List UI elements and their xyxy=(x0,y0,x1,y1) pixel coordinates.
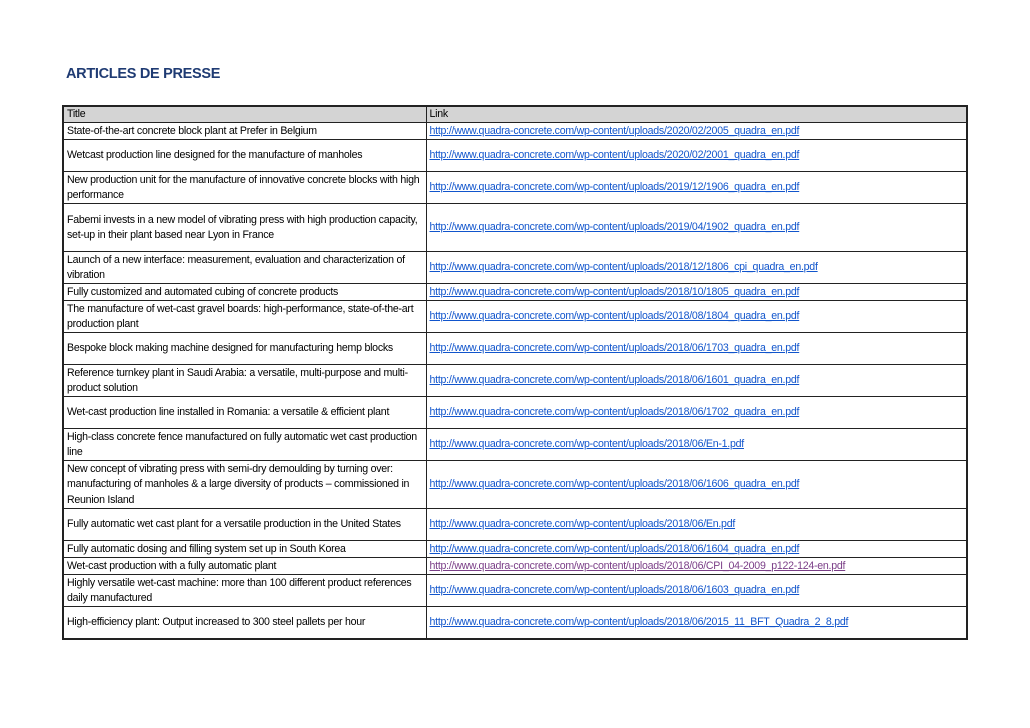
article-link[interactable]: http://www.quadra-concrete.com/wp-content/uploads/2018/06/En-1.pdf xyxy=(429,438,744,451)
article-link[interactable]: http://www.quadra-concrete.com/wp-content/uploads/2018/06/1703_quadra_en.pdf xyxy=(429,342,800,355)
article-title: New production unit for the manufacture of innovative concrete blocks with high performance xyxy=(63,172,426,204)
article-link[interactable]: http://www.quadra-concrete.com/wp-content/uploads/2018/06/1606_quadra_en.pdf xyxy=(429,478,800,491)
article-title: Wet-cast production line installed in Romania: a versatile & efficient plant xyxy=(63,397,426,429)
table-row xyxy=(63,509,967,541)
table-row xyxy=(63,397,967,429)
table-row xyxy=(63,365,967,397)
table-row xyxy=(63,301,967,333)
article-title: Wet-cast production with a fully automatic plant xyxy=(63,558,426,575)
table-header-row xyxy=(63,106,967,123)
table-row xyxy=(63,204,967,252)
article-title: High-class concrete fence manufactured on fully automatic wet cast production line xyxy=(63,429,426,461)
article-title: Fabemi invests in a new model of vibrating press with high production capacity, set-up in their plant based near Lyon in France xyxy=(63,204,426,252)
table-row xyxy=(63,123,967,140)
article-title: Bespoke block making machine designed for manufacturing hemp blocks xyxy=(63,333,426,365)
column-header-title: Title xyxy=(63,106,426,123)
article-title: Fully automatic wet cast plant for a versatile production in the United States xyxy=(63,509,426,541)
article-title: The manufacture of wet-cast gravel boards: high-performance, state-of-the-art production plant xyxy=(63,301,426,333)
article-title: Launch of a new interface: measurement, evaluation and characterization of vibration xyxy=(63,252,426,284)
article-link[interactable]: http://www.quadra-concrete.com/wp-content/uploads/2018/06/En.pdf xyxy=(429,518,736,531)
table-row xyxy=(63,140,967,172)
article-title: Highly versatile wet-cast machine: more than 100 different product references daily manufactured xyxy=(63,575,426,607)
table-row xyxy=(63,333,967,365)
article-title: High-efficiency plant: Output increased to 300 steel pallets per hour xyxy=(63,607,426,640)
table-row xyxy=(63,541,967,558)
table-row xyxy=(63,429,967,461)
article-title: Fully automatic dosing and filling system set up in South Korea xyxy=(63,541,426,558)
article-link[interactable]: http://www.quadra-concrete.com/wp-content/uploads/2018/10/1805_quadra_en.pdf xyxy=(429,285,800,298)
article-title: State-of-the-art concrete block plant at Prefer in Belgium xyxy=(63,123,426,140)
article-title: New concept of vibrating press with semi-dry demoulding by turning over: manufacturing of manholes & a large diversity of products – commissioned in Reunion Island xyxy=(63,461,426,509)
column-header-link: Link xyxy=(426,106,967,123)
article-link[interactable]: http://www.quadra-concrete.com/wp-content/uploads/2018/06/1604_quadra_en.pdf xyxy=(429,542,800,555)
table-row xyxy=(63,558,967,575)
article-link[interactable]: http://www.quadra-concrete.com/wp-content/uploads/2019/04/1902_quadra_en.pdf xyxy=(429,221,800,234)
article-link[interactable]: http://www.quadra-concrete.com/wp-content/uploads/2018/06/1601_quadra_en.pdf xyxy=(429,374,800,387)
table-row xyxy=(63,284,967,301)
article-link[interactable]: http://www.quadra-concrete.com/wp-content/uploads/2018/06/1702_quadra_en.pdf xyxy=(429,406,800,419)
table-row xyxy=(63,607,967,640)
article-link[interactable]: http://www.quadra-concrete.com/wp-content/uploads/2018/06/2015_11_BFT_Quadra_2_8.pdf xyxy=(429,616,849,629)
table-row xyxy=(63,575,967,607)
page-title: ARTICLES DE PRESSE xyxy=(66,66,221,82)
article-link[interactable]: http://www.quadra-concrete.com/wp-content/uploads/2018/12/1806_cpi_quadra_en.pdf xyxy=(429,261,818,274)
article-title: Wetcast production line designed for the manufacture of manholes xyxy=(63,140,426,172)
article-link[interactable]: http://www.quadra-concrete.com/wp-content/uploads/2018/06/CPI_04-2009_p122-124-en.pdf xyxy=(429,559,846,572)
table-row xyxy=(63,252,967,284)
article-link[interactable]: http://www.quadra-concrete.com/wp-content/uploads/2018/08/1804_quadra_en.pdf xyxy=(429,310,800,323)
article-title: Fully customized and automated cubing of concrete products xyxy=(63,284,426,301)
press-articles-table xyxy=(62,105,968,640)
table-row xyxy=(63,172,967,204)
article-link[interactable]: http://www.quadra-concrete.com/wp-content/uploads/2018/06/1603_quadra_en.pdf xyxy=(429,584,800,597)
table-row xyxy=(63,461,967,509)
article-link[interactable]: http://www.quadra-concrete.com/wp-content/uploads/2020/02/2005_quadra_en.pdf xyxy=(429,124,800,137)
article-title: Reference turnkey plant in Saudi Arabia: a versatile, multi-purpose and multi-product solution xyxy=(63,365,426,397)
article-link[interactable]: http://www.quadra-concrete.com/wp-content/uploads/2020/02/2001_quadra_en.pdf xyxy=(429,149,800,162)
article-link[interactable]: http://www.quadra-concrete.com/wp-content/uploads/2019/12/1906_quadra_en.pdf xyxy=(429,181,800,194)
